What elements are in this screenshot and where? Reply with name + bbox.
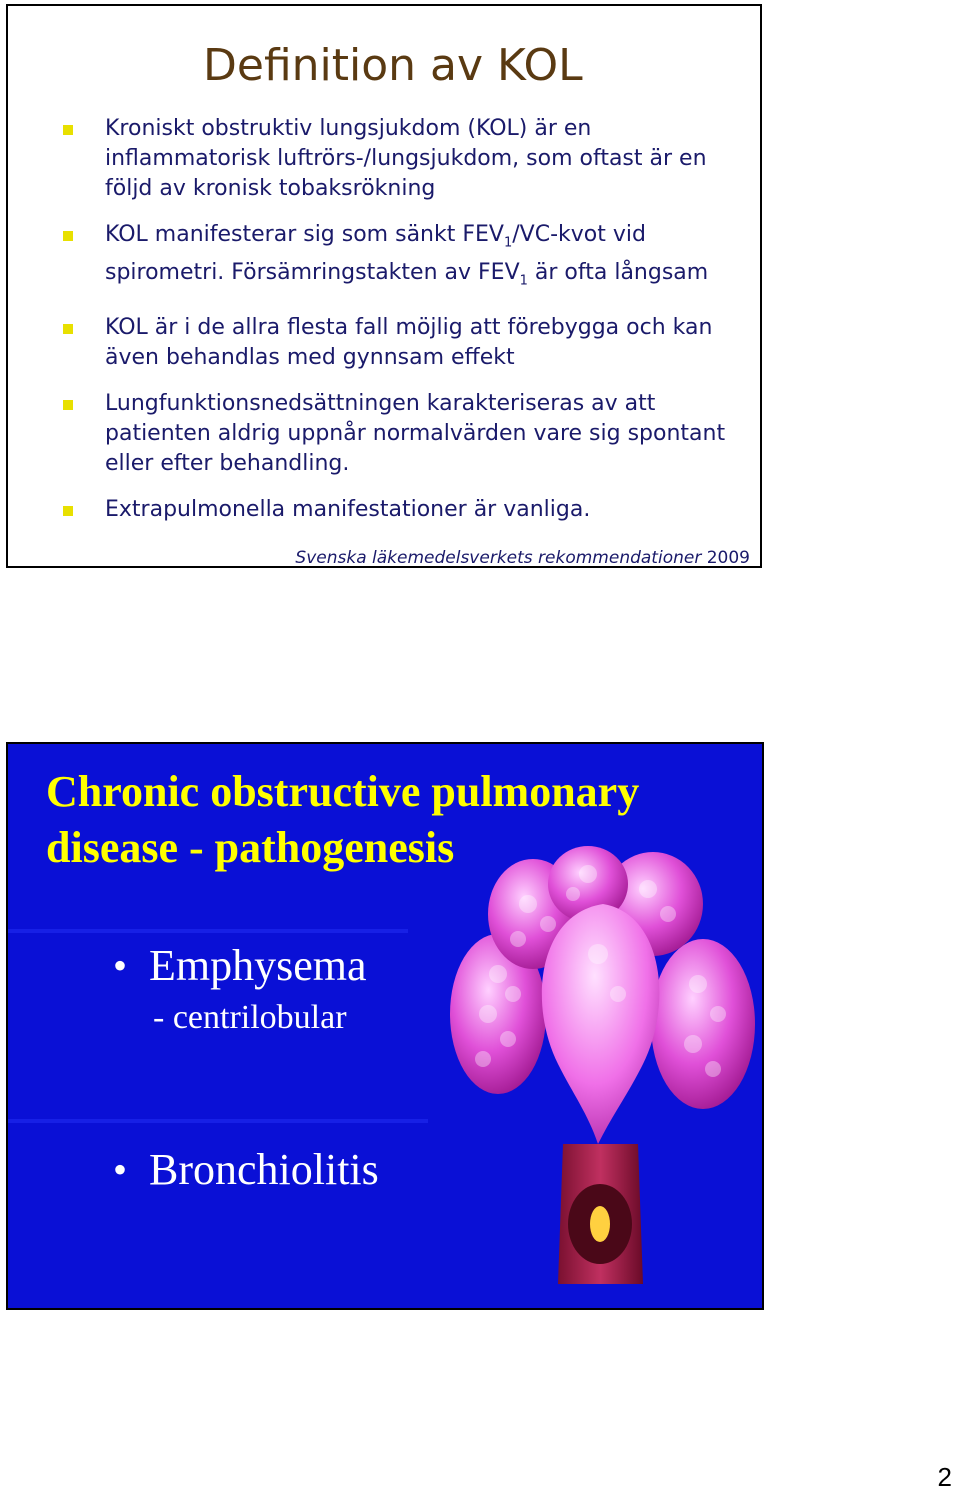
decor-band bbox=[8, 929, 408, 933]
bullet-square-icon bbox=[63, 324, 73, 334]
bullet-item: KOL är i de allra flesta fall möjlig att förebygga och kan även behandlas med gynnsam effekt bbox=[63, 313, 743, 373]
bullet-square-icon bbox=[63, 231, 73, 241]
bullet-item: Kroniskt obstruktiv lungsjukdom (KOL) är en inflammatorisk luftrörs-/lungsjukdom, som oftast är en följd av kronisk tobaksrökning bbox=[63, 114, 743, 204]
slide-copd-pathogenesis bbox=[6, 742, 764, 1310]
bullet-square-icon bbox=[63, 506, 73, 516]
slide-title: Chronic obstructive pulmonary disease - pathogenesis bbox=[46, 767, 640, 872]
lung-acinus-illustration bbox=[438, 844, 764, 1294]
slide-definition-kol bbox=[6, 4, 762, 568]
pathogenesis-list bbox=[113, 940, 379, 1196]
bullet-square-icon bbox=[63, 400, 73, 410]
bullet-list bbox=[63, 114, 743, 541]
bullet-item: Extrapulmonella manifestationer är vanliga. bbox=[63, 495, 743, 525]
list-item-bronchiolitis: • Bronchiolitis bbox=[113, 1144, 379, 1196]
page-number: 2 bbox=[937, 1462, 952, 1492]
bullet-item: Lungfunktionsnedsättningen karakteriseras av att patienten aldrig uppnår normalvärden vare sig spontant eller efter behandling. bbox=[63, 389, 743, 479]
slide-title: Definition av KOL bbox=[203, 40, 583, 91]
source-citation: Svenska läkemedelsverkets rekommendationer 2009 bbox=[295, 548, 750, 568]
bullet-square-icon bbox=[63, 125, 73, 135]
list-item-emphysema: • Emphysema - centrilobular bbox=[113, 940, 379, 1040]
bullet-item: KOL manifesterar sig som sänkt $FEV_1/VC$-kvot vid spirometri. Försämringstakten av $FEV_1$ är ofta långsam bbox=[63, 220, 743, 297]
